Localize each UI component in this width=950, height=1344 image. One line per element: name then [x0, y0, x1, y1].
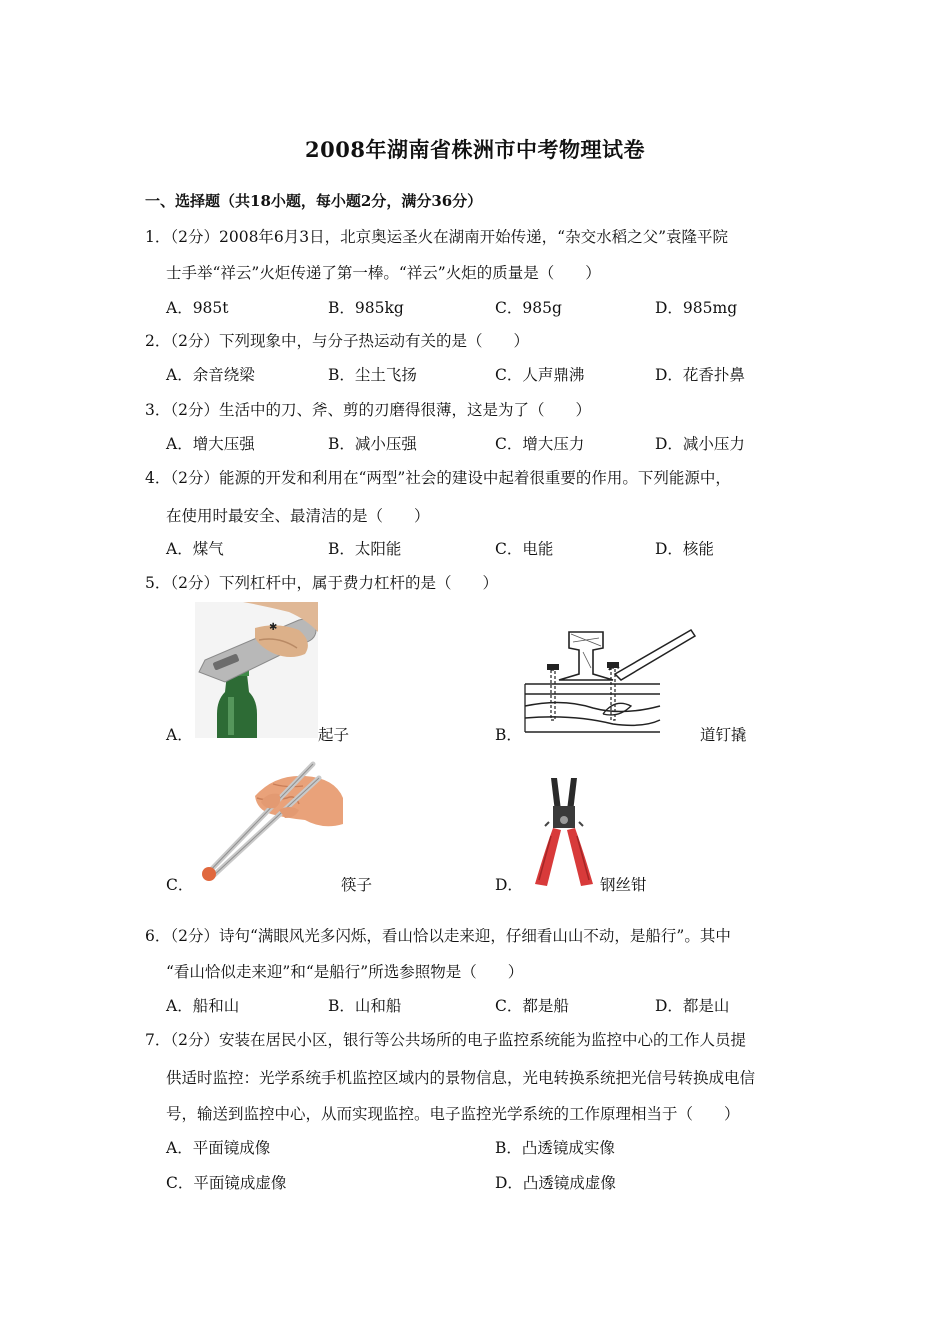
question-5-option-c-caption[interactable]: 筷子 [341, 876, 373, 894]
question-4-option-c[interactable]: C．电能 [495, 540, 554, 558]
question-1-option-d[interactable]: D．985mg [655, 299, 738, 317]
question-5-option-d-letter[interactable]: D． [495, 876, 523, 894]
question-5-option-b-letter[interactable]: B． [495, 726, 522, 744]
question-number: 4． [145, 469, 171, 487]
wire-pliers-icon [527, 776, 603, 886]
question-5-line-1: 5．（2分）下列杠杆中，属于费力杠杆的是（ ） [145, 574, 498, 592]
question-7-option-d[interactable]: D．凸透镜成虚像 [495, 1174, 616, 1192]
bottle-opener-icon [195, 602, 318, 738]
question-7-line-1: 7．（2分）安装在居民小区，银行等公共场所的电子监控系统能为监控中心的工作人员提 [145, 1031, 746, 1049]
question-5-option-c-letter[interactable]: C． [166, 876, 194, 894]
question-1-line-2: 士手举“祥云”火炬传递了第一棒。“祥云”火炬的质量是（ ） [166, 264, 601, 282]
question-2-option-a[interactable]: A．余音绕梁 [166, 366, 255, 384]
question-4-line-2: 在使用时最安全、最清洁的是（ ） [166, 507, 430, 525]
question-7-option-a[interactable]: A．平面镜成像 [166, 1139, 271, 1157]
question-6-line-1: 6．（2分）诗句“满眼风光多闪烁，看山恰以走来迎，仔细看山山不动，是船行”。其中 [145, 927, 731, 945]
question-2-option-b[interactable]: B．尘土飞扬 [328, 366, 417, 384]
chopsticks-icon [195, 758, 343, 888]
question-6-option-d[interactable]: D．都是山 [655, 997, 730, 1015]
question-3-option-d[interactable]: D．减小压力 [655, 435, 745, 453]
question-7-option-c[interactable]: C．平面镜成虚像 [166, 1174, 287, 1192]
question-4-option-b[interactable]: B．太阳能 [328, 540, 402, 558]
question-1-option-a[interactable]: A．985t [166, 299, 229, 317]
question-4-option-d[interactable]: D．核能 [655, 540, 714, 558]
question-5-option-a-caption[interactable]: 起子 [318, 726, 350, 744]
question-3-line-1: 3．（2分）生活中的刀、斧、剪的刃磨得很薄，这是为了（ ） [145, 401, 591, 419]
question-6-option-b[interactable]: B．山和船 [328, 997, 402, 1015]
question-5-option-d-caption[interactable]: 钢丝钳 [600, 876, 647, 894]
question-3-option-c[interactable]: C．增大压力 [495, 435, 585, 453]
svg-text:✱: ✱ [269, 622, 278, 633]
question-4-line-1: 4．（2分）能源的开发和利用在“两型”社会的建设中起着很重要的作用。下列能源中， [145, 469, 731, 487]
question-1-option-b[interactable]: B．985kg [328, 299, 404, 317]
question-number: 7． [145, 1031, 171, 1049]
question-2-option-c[interactable]: C．人声鼎沸 [495, 366, 585, 384]
question-number: 2． [145, 332, 171, 350]
question-4-option-a[interactable]: A．煤气 [166, 540, 224, 558]
question-1-line-1: 1．（2分）2008年6月3日，北京奥运圣火在湖南开始传递，“杂交水稻之父”袁隆平院 [145, 228, 729, 246]
question-number: 5． [145, 574, 171, 592]
page-title: 2008年湖南省株洲市中考物理试卷 [305, 137, 645, 162]
question-number: 6． [145, 927, 171, 945]
question-number: 3． [145, 401, 171, 419]
question-3-option-a[interactable]: A．增大压强 [166, 435, 255, 453]
question-5-option-b-caption[interactable]: 道钉撬 [700, 726, 747, 744]
question-5-option-a-letter[interactable]: A． [166, 726, 193, 744]
question-2-line-1: 2．（2分）下列现象中，与分子热运动有关的是（ ） [145, 332, 529, 350]
rail-spike-crowbar-icon [523, 628, 698, 740]
question-7-line-3: 号，输送到监控中心，从而实现监控。电子监控光学系统的工作原理相当于（ ） [166, 1105, 740, 1123]
question-number: 1． [145, 228, 171, 246]
section-heading: 一、选择题（共18小题，每小题2分，满分36分） [145, 192, 483, 210]
question-6-line-2: “看山恰似走来迎”和“是船行”所选参照物是（ ） [166, 963, 524, 981]
question-2-option-d[interactable]: D．花香扑鼻 [655, 366, 745, 384]
question-1-option-c[interactable]: C．985g [495, 299, 562, 317]
question-6-option-a[interactable]: A．船和山 [166, 997, 240, 1015]
question-6-option-c[interactable]: C．都是船 [495, 997, 569, 1015]
question-7-line-2: 供适时监控：光学系统手机监控区域内的景物信息，光电转换系统把光信号转换成电信 [166, 1069, 756, 1087]
question-3-option-b[interactable]: B．减小压强 [328, 435, 417, 453]
question-7-option-b[interactable]: B．凸透镜成实像 [495, 1139, 615, 1157]
